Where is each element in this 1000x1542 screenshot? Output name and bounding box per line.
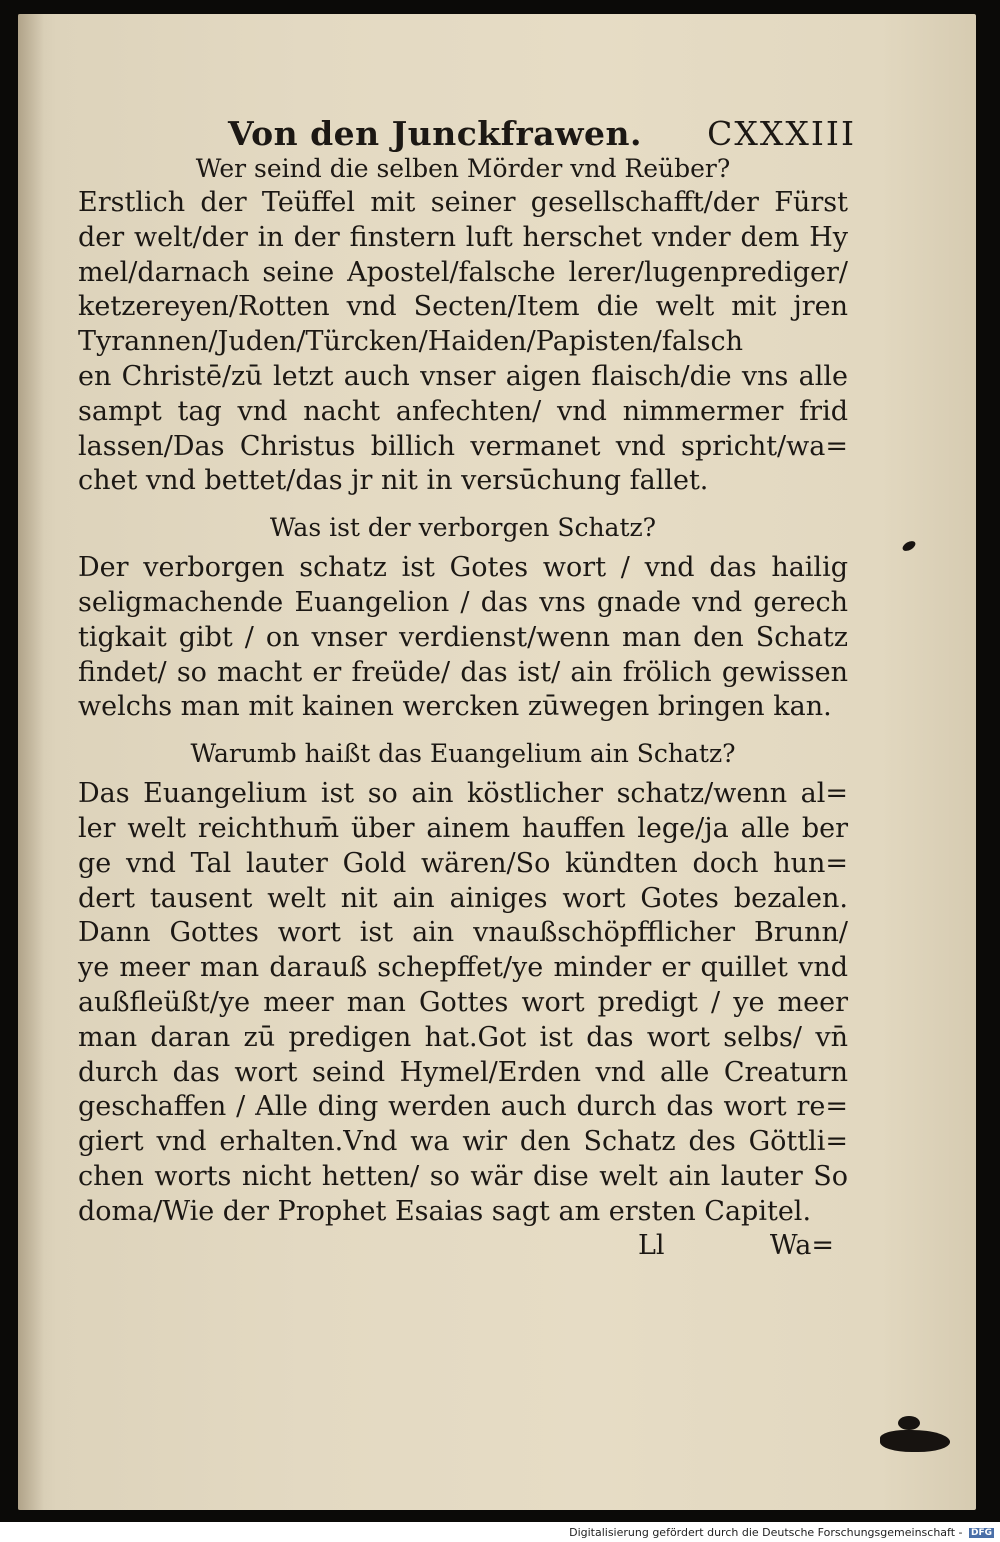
text-line: Das Euangelium ist so ain köstlicher schatz/wenn al= bbox=[78, 778, 848, 810]
text-line: geschaffen / Alle ding werden auch durch das wort re= bbox=[78, 1091, 848, 1123]
text-line: der welt/der in der finstern luft herschet vnder dem Hy bbox=[78, 221, 848, 253]
answer-paragraph bbox=[78, 777, 848, 1229]
text-line: ler welt reichthum̄ über ainem hauffen lege/ja alle ber bbox=[78, 812, 848, 844]
ink-blot bbox=[880, 1430, 950, 1452]
credit-text: Digitalisierung gefördert durch die Deutsche Forschungsgemeinschaft - bbox=[569, 1526, 963, 1539]
text-line: dert tausent welt nit ain ainiges wort Gotes bezalen. bbox=[78, 882, 848, 914]
text-line: mel/darnach seine Apostel/falsche lerer/lugenprediger/ bbox=[78, 256, 848, 288]
text-line: welchs man mit kainen wercken zūwegen bringen kan. bbox=[78, 691, 832, 723]
text-line: Tyrannen/Juden/Türcken/Haiden/Papisten/falsch bbox=[78, 326, 743, 358]
text-line: ye meer man darauß schepffet/ye minder er quillet vnd bbox=[78, 952, 848, 984]
text-line: en Christē/zū letzt auch vnser aigen flaisch/die vns alle bbox=[78, 360, 848, 392]
text-line: Erstlich der Teüffel mit seiner gesellschafft/der Fürst bbox=[78, 187, 848, 218]
digitization-credit bbox=[569, 1526, 994, 1539]
catchword: Wa= bbox=[769, 1229, 834, 1261]
dfg-logo-icon: DFG bbox=[970, 1528, 992, 1538]
running-head bbox=[78, 110, 856, 160]
text-line: durch das wort seind Hymel/Erden vnd alle Creaturn bbox=[78, 1056, 848, 1088]
running-head-title: Von den Junckfrawen. bbox=[228, 114, 643, 153]
question-heading: Warumb haißt das Euangelium ain Schatz? bbox=[190, 739, 736, 769]
text-line: lassen/Das Christus billich vermanet vnd spricht/wa= bbox=[78, 430, 848, 462]
text-line: außfleüßt/ye meer man Gottes wort predigt / ye meer bbox=[78, 986, 848, 1018]
text-line: doma/Wie der Prophet Esaias sagt am ersten Capitel. bbox=[78, 1195, 812, 1227]
text-line: chet vnd bettet/das jr nit in versūchung fallet. bbox=[78, 465, 709, 497]
text-line: giert vnd erhalten.Vnd wa wir den Schatz des Göttli= bbox=[78, 1126, 848, 1158]
question-heading: Was ist der verborgen Schatz? bbox=[269, 513, 657, 543]
answer-paragraph bbox=[78, 551, 848, 725]
text-line: seligmachende Euangelion / das vns gnade vnd gerech bbox=[78, 586, 848, 618]
text-line: findet/ so macht er freüde/ das ist/ ain frölich gewissen bbox=[78, 656, 848, 688]
text-line: tigkait gibt / on vnser verdienst/wenn man den Schatz bbox=[78, 621, 848, 653]
folio-number: CXXXIII bbox=[707, 114, 856, 153]
text-line: ketzereyen/Rotten vnd Secten/Item die welt mit jren bbox=[78, 291, 848, 323]
ink-blot bbox=[901, 539, 917, 553]
signature-mark: Ll bbox=[638, 1229, 665, 1261]
text-line: chen worts nicht hetten/ so wär dise welt ain lauter So bbox=[78, 1160, 848, 1192]
text-line: Dann Gottes wort ist ain vnaußschöpfflicher Brunn/ bbox=[78, 917, 848, 949]
answer-paragraph bbox=[78, 186, 848, 499]
ink-blot bbox=[898, 1416, 920, 1430]
text-line: sampt tag vnd nacht anfechten/ vnd nimmermer frid bbox=[78, 395, 848, 427]
text-line: Der verborgen schatz ist Gotes wort / vnd das hailig bbox=[78, 552, 848, 584]
text-line: man daran zū predigen hat.Got ist das wort selbs/ vn̄ bbox=[78, 1021, 848, 1053]
text-block bbox=[78, 110, 856, 1266]
question-heading: Wer seind die selben Mörder vnd Reüber? bbox=[195, 154, 731, 183]
page-foot bbox=[78, 1230, 848, 1266]
book-page bbox=[18, 14, 976, 1510]
text-line: ge vnd Tal lauter Gold wären/So kündten doch hun= bbox=[78, 847, 848, 879]
